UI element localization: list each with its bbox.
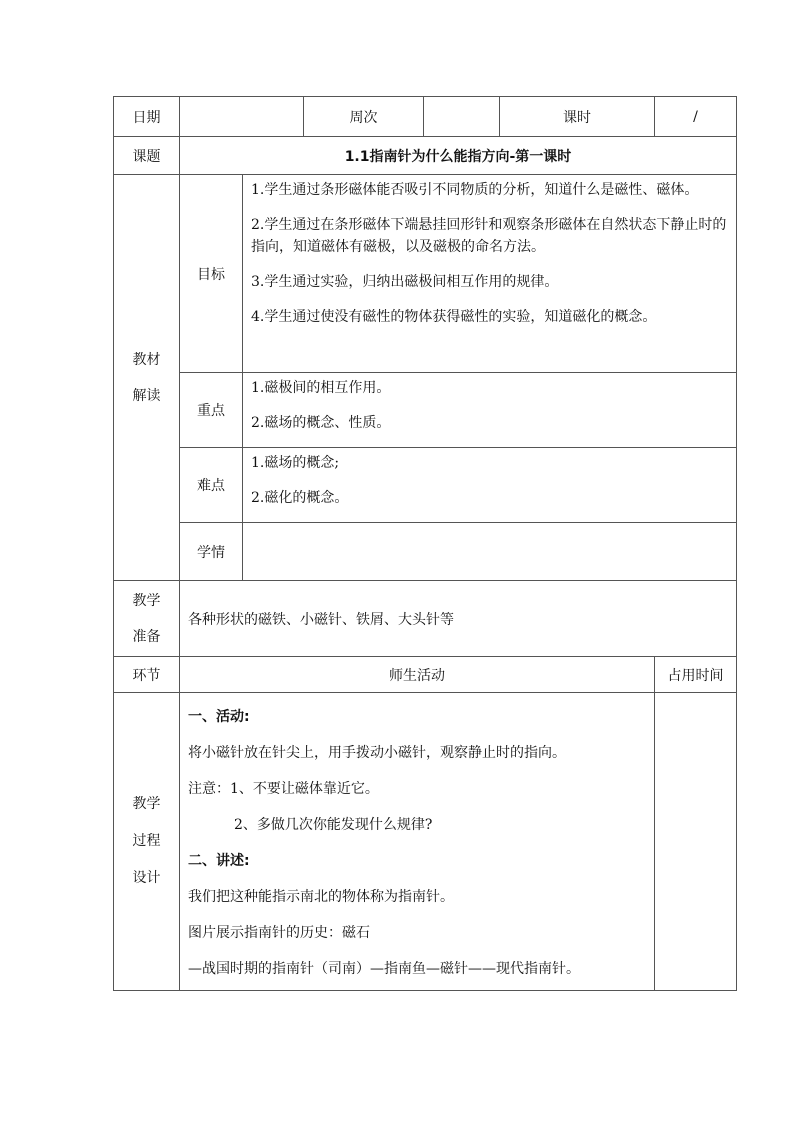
preparation-label-line2: 准备 xyxy=(132,628,161,645)
topic-row xyxy=(114,137,737,175)
student-situation-value xyxy=(243,523,737,581)
material-label-line2: 解读 xyxy=(132,387,161,404)
process-row xyxy=(114,693,737,991)
key-point-item: 2.磁场的概念、性质。 xyxy=(251,415,391,431)
preparation-row xyxy=(114,581,737,657)
key-points-label: 重点 xyxy=(180,373,243,448)
goal-item: 4.学生通过使没有磁性的物体获得磁性的实验，知道磁化的概念。 xyxy=(251,309,657,325)
difficulties-row xyxy=(114,448,737,523)
process-line: —战国时期的指南针（司南）—指南鱼—磁针——现代指南针。 xyxy=(188,961,580,977)
goals-row xyxy=(114,175,737,373)
process-time-value xyxy=(655,693,737,991)
lesson-plan-table xyxy=(113,96,737,991)
process-line: 将小磁针放在针尖上，用手拨动小磁针，观察静止时的指向。 xyxy=(188,745,566,761)
process-label xyxy=(114,693,180,991)
preparation-label-line1: 教学 xyxy=(132,592,161,609)
difficulties-content xyxy=(243,448,737,523)
material-label xyxy=(114,175,180,581)
activity-header: 师生活动 xyxy=(180,657,655,693)
date-label: 日期 xyxy=(114,97,180,137)
goals-content xyxy=(243,175,737,373)
time-header: 占用时间 xyxy=(655,657,737,693)
topic-value: 1.1指南针为什么能指方向-第一课时 xyxy=(180,137,737,175)
process-label-line: 设计 xyxy=(132,870,161,886)
difficulties-label: 难点 xyxy=(180,448,243,523)
student-situation-row xyxy=(114,523,737,581)
goal-item: 2.学生通过在条形磁体下端悬挂回形针和观察条形磁体在自然状态下静止时的指向，知道磁体有磁极，以及磁极的命名方法。 xyxy=(251,217,727,255)
process-line: 注意：1、不要让磁体靠近它。 xyxy=(188,781,379,797)
key-points-content xyxy=(243,373,737,448)
key-points-row xyxy=(114,373,737,448)
student-situation-label: 学情 xyxy=(180,523,243,581)
key-point-item: 1.磁极间的相互作用。 xyxy=(251,380,391,396)
period-label: 课时 xyxy=(500,97,655,137)
goal-item: 3.学生通过实验，归纳出磁极间相互作用的规律。 xyxy=(251,274,559,290)
process-line: 2、多做几次你能发现什么规律? xyxy=(234,817,433,833)
stage-header: 环节 xyxy=(114,657,180,693)
topic-label: 课题 xyxy=(114,137,180,175)
period-value: / xyxy=(655,97,737,137)
process-line: 图片展示指南针的历史：磁石 xyxy=(188,925,370,941)
process-header-row xyxy=(114,657,737,693)
process-label-line: 过程 xyxy=(132,833,161,849)
goal-item: 1.学生通过条形磁体能否吸引不同物质的分析，知道什么是磁性、磁体。 xyxy=(251,182,699,198)
preparation-label xyxy=(114,581,180,657)
material-label-line1: 教材 xyxy=(132,351,161,368)
header-row xyxy=(114,97,737,137)
preparation-value: 各种形状的磁铁、小磁针、铁屑、大头针等 xyxy=(180,581,737,657)
goals-label: 目标 xyxy=(180,175,243,373)
difficulty-item: 2.磁化的概念。 xyxy=(251,490,349,506)
difficulty-item: 1.磁场的概念; xyxy=(251,455,340,471)
date-value xyxy=(180,97,304,137)
process-label-line: 教学 xyxy=(132,796,161,812)
process-line: 我们把这种能指示南北的物体称为指南针。 xyxy=(188,889,454,905)
week-label: 周次 xyxy=(304,97,424,137)
week-value xyxy=(424,97,500,137)
process-content xyxy=(180,693,655,991)
process-subhead: 一、活动: xyxy=(188,709,250,725)
process-subhead: 二、讲述: xyxy=(188,853,250,869)
